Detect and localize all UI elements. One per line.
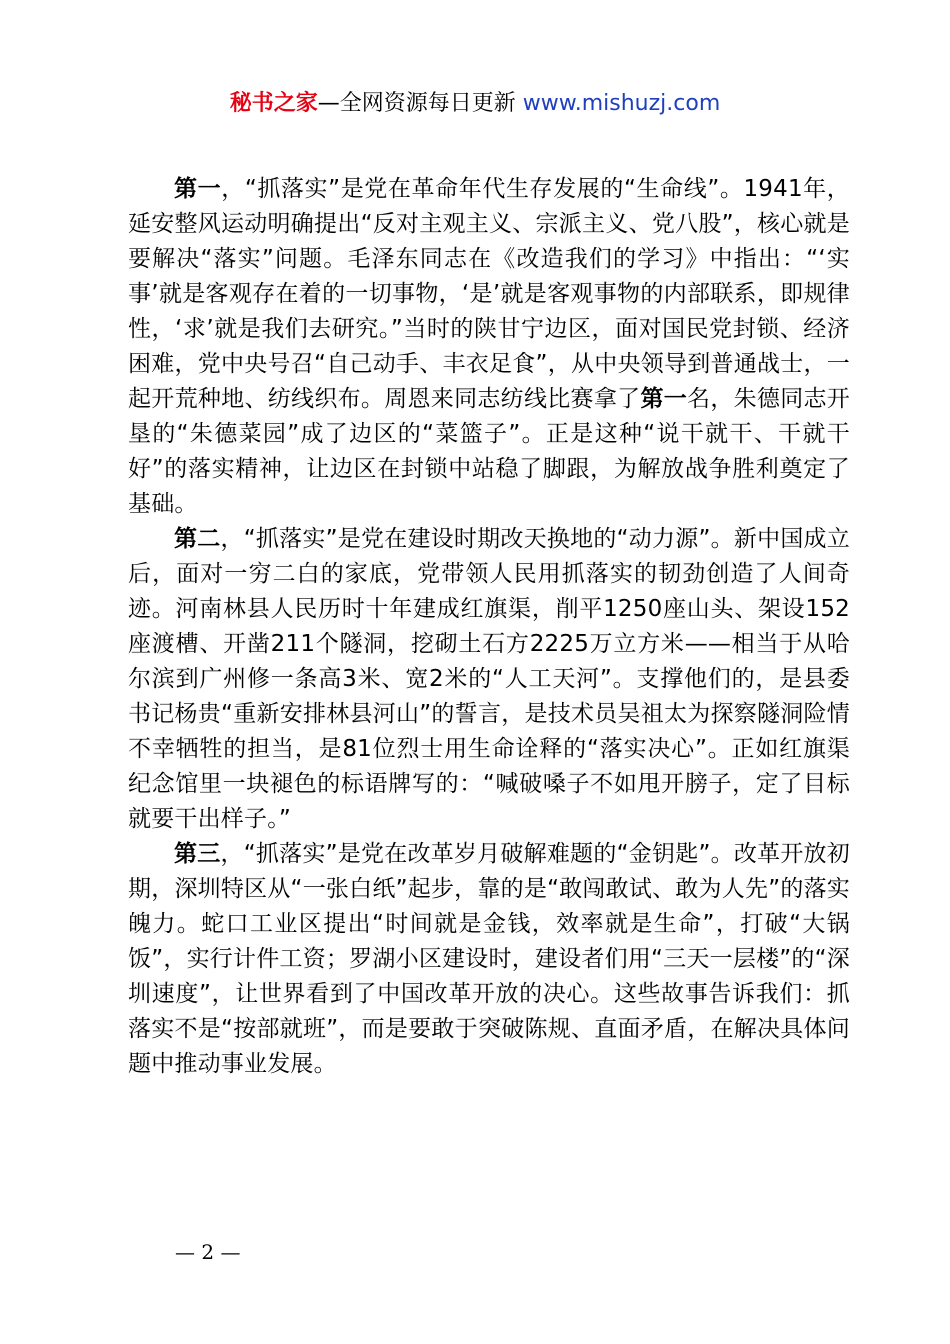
paragraph-first: [128, 172, 850, 522]
paragraph-lead: 第一: [174, 176, 222, 202]
document-body: [128, 172, 850, 1082]
paragraph-lead: 第三: [174, 841, 221, 867]
paragraph-lead: 第二: [174, 526, 221, 552]
paragraph-text: 名，朱德同志开垦的“朱德菜园”成了边区的“菜篮子”。正是这种“说干就干、干就干好”的落实精神，让边区在封锁中站稳了脚跟，为解放战争胜利奠定了基础。: [128, 386, 851, 517]
paragraph-text: ，“抓落实”是党在建设时期改天换地的“动力源”。新中国成立后，面对一穷二白的家底，党带领人民用抓落实的韧劲创造了人间奇迹。河南林县人民历时十年建成红旗渠，削平1250座山头、架设152座渡槽、开凿211个隧洞，挖砌土石方2225万立方米——相当于从哈尔滨到广州修一条高3米、宽2米的“人工天河”。支撑他们的，是县委书记杨贵“重新安排林县河山”的誓言，是技术员吴祖太为探察隧洞险情不幸牺牲的担当，是81位烈士用生命诠释的“落实决心”。正如红旗渠纪念馆里一块褪色的标语牌写的：“喊破嗓子不如甩开膀子，定了目标就要干出样子。”: [128, 526, 850, 832]
paragraph-emphasis: 第一: [640, 386, 688, 412]
header-tagline: —全网资源每日更新: [317, 91, 516, 116]
site-url-link[interactable]: www.mishuzj.com: [522, 91, 721, 116]
paragraph-second: [128, 522, 850, 837]
brand-name: 秘书之家: [229, 91, 318, 116]
paragraph-text: ，“抓落实”是党在革命年代生存发展的“生命线”。1941年，延安整风运动明确提出“反对主观主义、宗派主义、党八股”，核心就是要解决“落实”问题。毛泽东同志在《改造我们的学习》中指出：“‘实事’就是客观存在着的一切事物，‘是’就是客观事物的内部联系，即规律性，‘求’就是我们去研究。”当时的陕甘宁边区，面对国民党封锁、经济困难，党中央号召“自己动手、丰衣足食”，从中央领导到普通战士，一起开荒种地、纺线织布。周恩来同志纺线比赛拿了: [128, 176, 850, 412]
page-number: — 2 —: [175, 1240, 241, 1264]
site-header: [0, 88, 950, 120]
paragraph-third: [128, 837, 850, 1082]
paragraph-text: ，“抓落实”是党在改革岁月破解难题的“金钥匙”。改革开放初期，深圳特区从“一张白纸”起步，靠的是“敢闯敢试、敢为人先”的落实魄力。蛇口工业区提出“时间就是金钱，效率就是生命”，打破“大锅饭”，实行计件工资；罗湖小区建设时，建设者们用“三天一层楼”的“深圳速度”，让世界看到了中国改革开放的决心。这些故事告诉我们：抓落实不是“按部就班”，而是要敢于突破陈规、直面矛盾，在解决具体问题中推动事业发展。: [128, 841, 850, 1077]
